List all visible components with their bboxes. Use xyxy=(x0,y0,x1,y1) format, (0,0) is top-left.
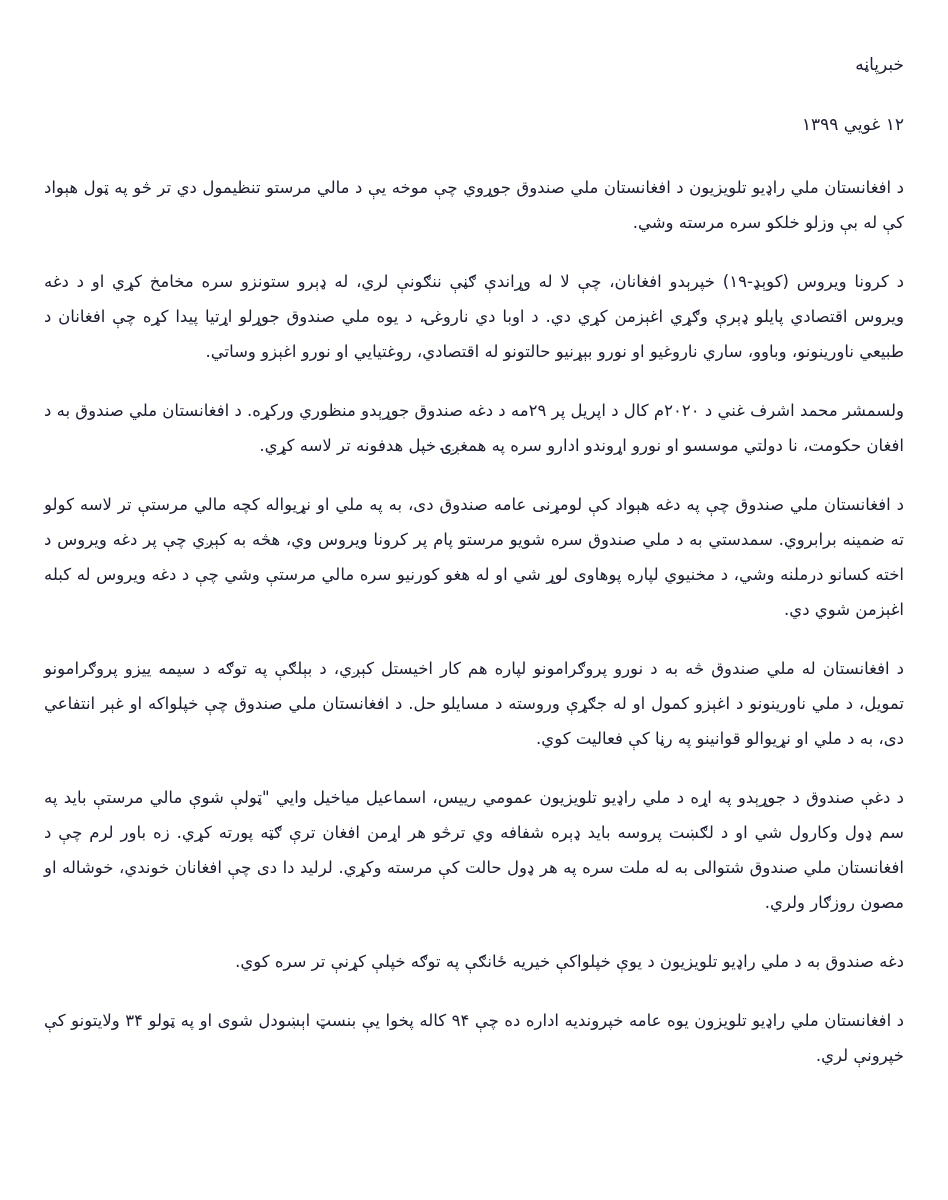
document-date: ۱۲ غويي ۱۳۹۹ xyxy=(801,115,904,135)
paragraph-covid-impact: د کرونا ويروس (کوېډ-۱۹) خپرېدو افغانان، چې لا له وړاندې ګڼې ننګونې لري، له ډېرو ستونزو سره مخامخ کړي او د دغه ويروس اقتصادي پايلو ډېرې وګړي اغېزمن کړي دي. د اوبا دي ناروغۍ، د يوه ملي صندوق جوړلو اړتيا پيدا کړه چې افغانان د طبيعي ناورينونو، وباوو، ساري ناروغيو او نورو بېړنيو حالتونو له اقتصادي، روغتيايي او نورو اغېزو وساتي. xyxy=(44,272,904,361)
paragraph-charity-department: دغه صندوق به د ملي راډيو تلويزيون د يوې خپلواکې خيريه ځانګې په توګه خپلې کړنې تر سره کوي. xyxy=(235,952,904,971)
paragraph-fund-purpose: د افغانستان ملي صندوق چې په دغه هېواد کې لومړنی عامه صندوق دی، به په ملي او نړيواله کچه مالي مرستې تر لاسه کولو ته ضمينه برابروي. سمدستي به د ملي صندوق سره شويو مرستو پام پر کرونا ويروس وي، هڅه به کېږي چې پر دغه ويروس د اخته کسانو درملنه وشي، د مخنيوي لپاره پوهاوی لوړ شي او له هغو کورنيو سره مالي مرستې وشي چې د دغه ويروس له کبله اغېزمن شوي دي. xyxy=(44,495,904,619)
paragraph-intro: د افغانستان ملي راډيو تلويزيون د افغانستان ملي صندوق جوړوي چې موخه يې د مالي مرستو تنظيمول دي تر څو په ټول هېواد کې له بې وزلو خلکو سره مرسته وشي. xyxy=(44,178,904,232)
paragraph-president-approval: ولسمشر محمد اشرف غني د ۲۰۲۰م کال د اپريل پر ۲۹مه د دغه صندوق جوړېدو منظوري ورکړه. د افغانستان ملي صندوق به د افغان حکومت، نا دولتي موسسو او نورو اړوندو ادارو سره په همغږۍ خپل هدفونه تر لاسه کړي. xyxy=(44,401,905,455)
document-heading: خبرپاڼه xyxy=(855,55,904,75)
paragraph-about-rta: د افغانستان ملي راډيو تلويزون يوه عامه خپرونديه اداره ده چې ۹۴ کاله پخوا يې بنسټ اېښودل شوی او په ټولو ۳۴ ولايتونو کې خپرونې لري. xyxy=(44,1011,905,1065)
paragraph-other-programs: د افغانستان له ملي صندوق څه به د نورو پروګرامونو لپاره هم کار اخيستل کېږي، د بېلګې په توګه د سيمه ييزو پروګرامونو تمويل، د ملي ناورينونو د اغېزو کمول او له جګړې وروسته د مسايلو حل. د افغانستان ملي صندوق چې خپلواکه او غېر انتفاعي دی، به د ملي او نړيوالو قوانينو په رڼا کې فعاليت کوي. xyxy=(44,659,904,748)
paragraph-director-quote: د دغې صندوق د جوړېدو په اړه د ملي راډيو تلويزيون عمومي رييس، اسماعيل مياخيل وايي "ټولې شوې مالي مرستې بايد په سم ډول وکارول شي او د لګښت پروسه بايد ډېره شفافه وي ترڅو هر اړمن افغان ترې ګټه پورته کړي. زه باور لرم چې د افغانستان ملي صندوق شتوالی به له ملت سره په هر ډول حالت کې مرسته وکړي. لرليد دا دی چې افغانان خوندي، خوشاله او مصون روزګار ولري. xyxy=(44,788,904,912)
